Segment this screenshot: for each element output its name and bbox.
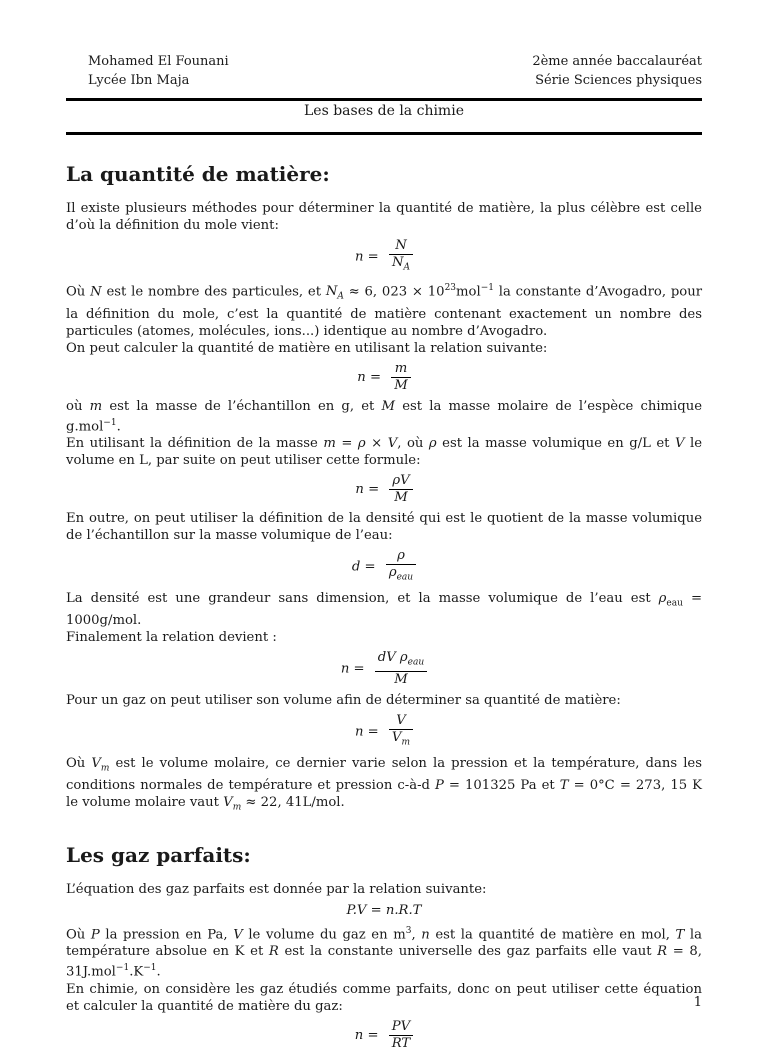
subject-title: Les bases de la chimie <box>304 103 464 119</box>
equation-n-dVrho-M: n = $\frac{dV \rho_{eau}}{M}$ <box>66 650 702 688</box>
paragraph: où m est la masse de l’échantillon en g, et M est la masse molaire de l’espèce chimique g.mol$^{-1}$. <box>66 398 703 435</box>
paragraph: En chimie, on considère les gaz étudiés comme parfaits, donc on peut utiliser cette équation et calculer la quantité de matière du gaz: <box>66 981 702 1014</box>
author: Mohamed El Founani <box>88 54 229 69</box>
paragraph: Où N est le nombre des particules, et $N_A \approx 6$, $023 \times 10^{23}mol^{-1}$ la constante d’Avogadro, pour la définition du mole, c’est la quantité de matière contenant exactement un nombre des particules (atomes, molécules, ions...) identique au nombre d’Avogadro. <box>66 282 703 339</box>
series: Série Sciences physiques <box>535 73 702 88</box>
paragraph: En utilisant la définition de la masse m = ρ × V, où ρ est la masse volumique en g/L et V le volume en L, par suite on peut utiliser cette formule: <box>66 436 703 469</box>
equation-n-rhoV-M: n = $\frac{\rho V}{M}$ <box>66 473 702 506</box>
equation-gaz-parfaits: P.V = n.R.T <box>346 902 422 918</box>
level: 2ème année baccalauréat <box>532 54 702 69</box>
paragraph: On peut calculer la quantité de matière en utilisant la relation suivante: <box>66 340 548 356</box>
section-title-quantite: La quantité de matière: <box>66 162 330 186</box>
paragraph: Où P la pression en Pa, V le volume du gaz en $m^3$, n est la quantité de matière en mol, T la température absolue en K et R est la constante universelle des gaz parfaits elle vaut R = 8, $31J.mol^{-1}.K^{-1}$. <box>66 925 703 980</box>
equation-n-PV-RT: n = $\frac{PV}{RT}$ <box>66 1019 702 1052</box>
paragraph: Finalement la relation devient : <box>66 630 277 646</box>
equation-n-N-NA: n = $\frac{N}{N_A}$ <box>66 238 702 276</box>
content <box>66 162 702 1056</box>
paragraph: Pour un gaz on peut utiliser son volume afin de déterminer sa quantité de matière: <box>66 692 621 708</box>
bottom-rule <box>66 132 702 135</box>
paragraph: L’équation des gaz parfaits est donnée par la relation suivante: <box>66 881 487 897</box>
equation-d-rho: d = $\frac{\rho}{\rho_{eau}}$ <box>66 548 702 586</box>
paragraph: La densité est une grandeur sans dimension, et la masse volumique de l’eau est $\rho_{eau} = 1000g/mol$. <box>66 590 702 629</box>
top-rule <box>66 98 702 101</box>
section-title-gaz: Les gaz parfaits: <box>66 842 251 867</box>
school: Lycée Ibn Maja <box>88 73 190 88</box>
equation-n-V-Vm: n = $\frac{V}{V_m}$ <box>66 713 702 751</box>
paragraph: Où $V_m$ est le volume molaire, ce dernier varie selon la pression et la température, dans les conditions normales de température et pression c-à-d P = 101325 Pa et T = 0°C = 273, 15 K le volume molaire vaut $V_m \approx 22$, 41L/mol. <box>66 755 702 813</box>
page-number: 1 <box>693 995 702 1010</box>
paragraph: Il existe plusieurs méthodes pour déterminer la quantité de matière, la plus célèbre est celle d’où la définition du mole vient: <box>66 201 702 233</box>
paragraph: En outre, on peut utiliser la définition de la densité qui est le quotient de la masse volumique de l’échantillon sur la masse volumique de l’eau: <box>66 511 702 544</box>
document-page <box>66 0 703 1051</box>
equation-n-m-M: n = $\frac{m}{M}$ <box>66 361 702 394</box>
